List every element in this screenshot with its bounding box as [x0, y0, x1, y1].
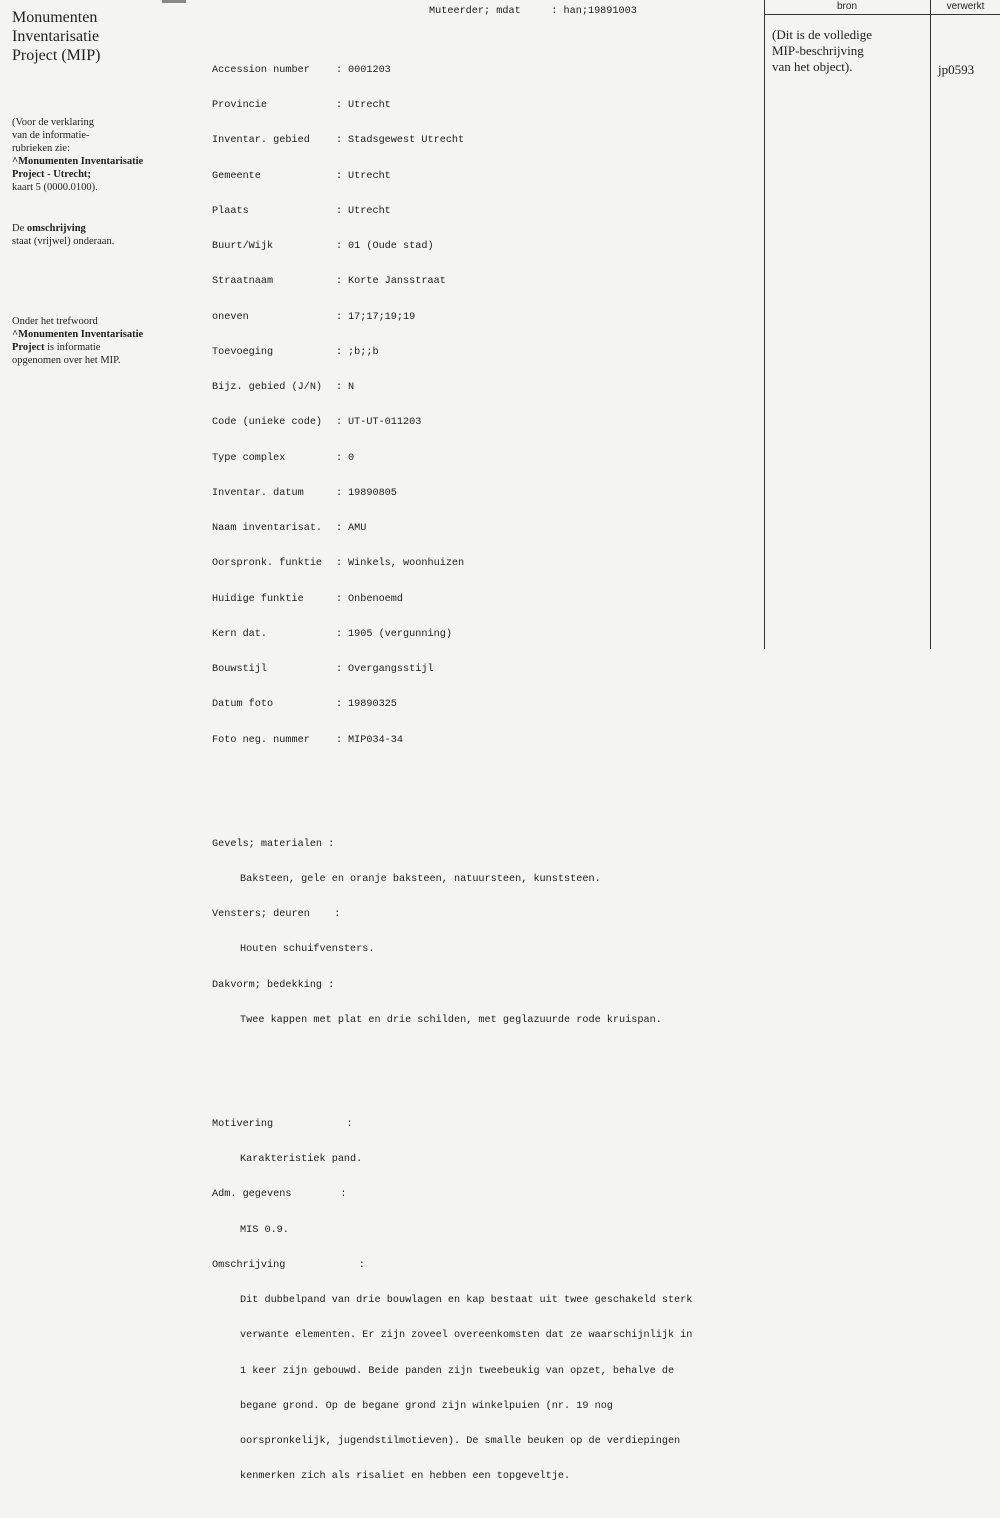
- dakvorm-value: Twee kappen met plat en drie schilden, met geglazuurde rode kruispan.: [240, 1014, 662, 1026]
- mutator-field: Muteerder; mdat : han;19891003: [429, 6, 637, 17]
- field-key: Oorspronk. funktie: [212, 558, 323, 570]
- note-text: De: [12, 223, 27, 234]
- record-field: [212, 135, 757, 147]
- field-key: Bijz. gebied (J/N): [212, 382, 323, 393]
- note-line: Onder het trefwoord: [12, 316, 98, 327]
- field-sep: :: [336, 417, 343, 429]
- omschrijving-label: Omschrijving :: [212, 1259, 365, 1271]
- record-field: [212, 417, 757, 429]
- field-sep: :: [336, 628, 343, 640]
- field-value: UT-UT-011203: [348, 417, 422, 429]
- record-field: [212, 594, 757, 606]
- field-key: Bouwstijl: [212, 664, 268, 675]
- field-key: Inventar. gebied: [212, 135, 310, 147]
- vensters-label: Vensters; deuren :: [212, 909, 341, 920]
- field-key: Accession number: [212, 64, 310, 76]
- field-sep: :: [336, 487, 343, 499]
- field-value: MIP034-34: [348, 734, 404, 746]
- field-sep: :: [336, 135, 343, 147]
- field-key: Code (unieke code): [212, 417, 323, 429]
- field-sep: :: [336, 311, 343, 323]
- motivering-label: Motivering :: [212, 1118, 353, 1130]
- field-value: 0001203: [348, 64, 391, 76]
- verwerkt-header: verwerkt: [946, 1, 985, 12]
- field-key: Provincie: [212, 100, 268, 111]
- bron-line: van het object).: [772, 59, 853, 74]
- header-divider: [764, 14, 1000, 15]
- field-value: Onbenoemd: [348, 593, 404, 605]
- note-line: opgenomen over het MIP.: [12, 355, 121, 366]
- description-note: [12, 222, 192, 248]
- field-key: Plaats: [212, 205, 249, 217]
- record-field: [212, 382, 757, 394]
- field-key: Gemeente: [212, 170, 261, 182]
- omschrijving-line: kenmerken zich als risaliet en hebben een topgeveltje.: [240, 1471, 571, 1483]
- page-title: [12, 8, 192, 65]
- field-key: Straatnaam: [212, 276, 274, 288]
- note-line: van de informatie-: [12, 130, 90, 141]
- field-key: Datum foto: [212, 699, 274, 711]
- field-sep: :: [336, 346, 343, 358]
- note-line: kaart 5 (0000.0100).: [12, 182, 98, 193]
- record-field: [212, 206, 757, 218]
- reference-note: [12, 116, 192, 194]
- gevels-value: Baksteen, gele en oranje baksteen, natuursteen, kunststeen.: [240, 873, 601, 885]
- note-text-bold: omschrijving: [26, 223, 86, 234]
- note-line: (Voor de verklaring: [12, 117, 95, 128]
- field-sep: :: [336, 664, 343, 675]
- field-key: Naam inventarisat.: [212, 523, 323, 534]
- record-fields: [212, 41, 757, 770]
- omschrijving-line: Dit dubbelpand van drie bouwlagen en kap bestaat uit twee geschakeld sterk: [240, 1295, 693, 1306]
- field-sep: :: [336, 64, 343, 76]
- bron-header: bron: [836, 1, 857, 12]
- field-sep: :: [336, 382, 343, 393]
- field-sep: :: [336, 523, 343, 534]
- field-value: Stadsgewest Utrecht: [348, 135, 465, 147]
- scan-mark: [162, 0, 186, 3]
- note-line-bold: ^Monumenten Inventarisatie: [12, 156, 144, 167]
- field-key: Buurt/Wijk: [212, 241, 274, 252]
- field-value: 17;17;19;19: [348, 311, 416, 323]
- motivering-value: Karakteristiek pand.: [240, 1154, 363, 1165]
- record-field: [212, 312, 757, 324]
- vensters-value: Houten schuifvensters.: [240, 944, 375, 956]
- record-field: [212, 558, 757, 570]
- dakvorm-label: Dakvorm; bedekking :: [212, 979, 335, 991]
- adm-label: Adm. gegevens :: [212, 1189, 347, 1201]
- field-sep: :: [336, 276, 343, 288]
- left-margin: [12, 8, 192, 366]
- record-field: [212, 65, 757, 77]
- field-sep: :: [336, 699, 343, 711]
- record-body: [212, 6, 757, 1518]
- field-sep: :: [336, 100, 343, 111]
- field-value: 0: [348, 452, 355, 464]
- field-value: Overgangsstijl: [348, 664, 434, 675]
- field-value: 19890805: [348, 487, 397, 499]
- field-value: 01 (Oude stad): [348, 241, 434, 252]
- field-value: Korte Jansstraat: [348, 276, 446, 288]
- field-value: N: [348, 382, 355, 393]
- field-key: Toevoeging: [212, 346, 274, 358]
- field-key: Inventar. datum: [212, 487, 304, 499]
- adm-value: MIS 0.9.: [240, 1224, 289, 1236]
- field-key: Kern dat.: [212, 628, 268, 640]
- field-value: Utrecht: [348, 100, 391, 111]
- field-value: 19890325: [348, 699, 397, 711]
- field-key: Type complex: [212, 452, 286, 464]
- title-line: Project (MIP): [12, 47, 101, 64]
- field-key: Foto neg. nummer: [212, 734, 310, 746]
- field-sep: :: [336, 241, 343, 252]
- record-field: [212, 347, 757, 359]
- keyword-note: [12, 315, 192, 367]
- field-sep: :: [336, 593, 343, 605]
- record-field: [212, 629, 757, 641]
- field-sep: :: [336, 558, 343, 570]
- omschrijving-line: oorspronkelijk, jugendstilmotieven). De smalle beuken op de verdiepingen: [240, 1436, 681, 1447]
- record-field: [212, 100, 757, 112]
- record-field: [212, 664, 757, 676]
- verwerkt-value: jp0593: [938, 62, 975, 77]
- record-field: [212, 241, 757, 253]
- title-line: Monumenten: [12, 9, 98, 26]
- omschrijving-line: begane grond. Op de begane grond zijn winkelpuien (nr. 19 nog: [240, 1400, 613, 1412]
- note-text-bold: Project: [12, 342, 45, 353]
- omschrijving-line: verwante elementen. Er zijn zoveel overeenkomsten dat ze waarschijnlijk in: [240, 1330, 693, 1342]
- note-line-bold: Project - Utrecht;: [12, 169, 91, 180]
- field-value: Utrecht: [348, 170, 391, 182]
- bron-note: [772, 27, 922, 75]
- record-field: [212, 523, 757, 535]
- record-field: [212, 453, 757, 465]
- field-key: Huidige funktie: [212, 593, 304, 605]
- materials-section: [212, 815, 757, 1050]
- field-sep: :: [336, 170, 343, 182]
- record-field: [212, 699, 757, 711]
- bron-line: (Dit is de volledige: [772, 27, 873, 42]
- record-field: [212, 171, 757, 183]
- field-value: AMU: [348, 523, 367, 534]
- record-field: [212, 276, 757, 288]
- note-line-bold: ^Monumenten Inventarisatie: [12, 329, 144, 340]
- field-value: Winkels, woonhuizen: [348, 558, 465, 570]
- motivation-section: [212, 1095, 757, 1506]
- record-field: [212, 735, 757, 747]
- field-value: 1905 (vergunning): [348, 628, 452, 640]
- record-field: [212, 488, 757, 500]
- bron-line: MIP-beschrijving: [772, 43, 864, 58]
- field-value: ;b;;b: [348, 346, 379, 358]
- field-sep: :: [336, 734, 343, 746]
- title-line: Inventarisatie: [12, 28, 100, 45]
- field-sep: :: [336, 452, 343, 464]
- note-text: is informatie: [44, 342, 101, 353]
- field-sep: :: [336, 205, 343, 217]
- note-line: staat (vrijwel) onderaan.: [12, 236, 115, 247]
- field-key: oneven: [212, 311, 249, 323]
- note-line: rubrieken zie:: [12, 143, 71, 154]
- column-divider: [930, 0, 931, 649]
- field-value: Utrecht: [348, 205, 391, 217]
- column-divider: [764, 0, 765, 649]
- omschrijving-line: 1 keer zijn gebouwd. Beide panden zijn tweebeukig van opzet, behalve de: [240, 1365, 675, 1377]
- gevels-label: Gevels; materialen :: [212, 838, 335, 850]
